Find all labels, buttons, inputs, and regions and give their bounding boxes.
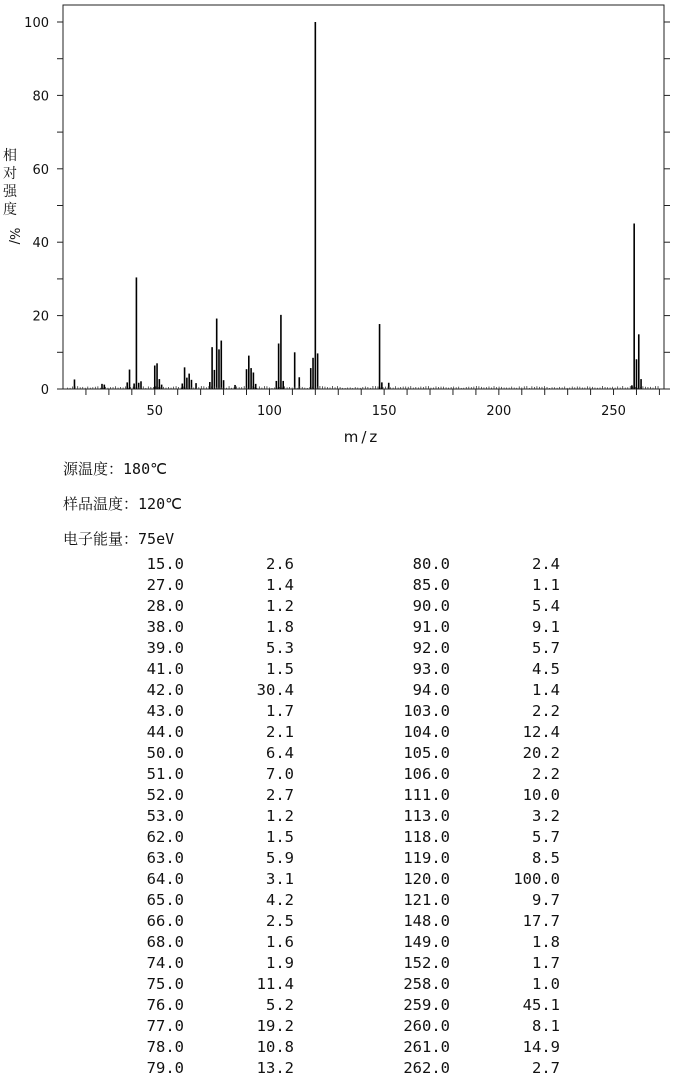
intensity-cell: 2.6	[266, 555, 294, 573]
table-row	[0, 660, 680, 681]
table-row	[0, 765, 680, 786]
mz-cell: 76.0	[146, 996, 184, 1014]
intensity-cell: 7.0	[266, 765, 294, 783]
intensity-cell: 12.4	[522, 723, 560, 741]
y-axis-label-char: 对	[3, 166, 17, 182]
x-tick-label: 200	[486, 404, 512, 419]
mz-cell: 79.0	[146, 1059, 184, 1077]
baseline-noise	[68, 386, 658, 389]
intensity-cell: 17.7	[522, 912, 560, 930]
mz-cell: 63.0	[146, 849, 184, 867]
intensity-cell: 2.7	[266, 786, 294, 804]
y-axis-label	[3, 147, 18, 218]
y-axis-ticks	[24, 16, 670, 398]
mz-cell: 119.0	[403, 849, 450, 867]
intensity-cell: 9.7	[532, 891, 560, 909]
table-row	[0, 597, 680, 618]
sample-temperature	[63, 495, 182, 513]
mz-cell: 64.0	[146, 870, 184, 888]
intensity-cell: 5.2	[266, 996, 294, 1014]
intensity-cell: 1.5	[266, 828, 294, 846]
intensity-cell: 3.1	[266, 870, 294, 888]
mz-cell: 103.0	[403, 702, 450, 720]
intensity-cell: 2.1	[266, 723, 294, 741]
peak-bars	[74, 22, 641, 389]
mz-cell: 50.0	[146, 744, 184, 762]
mz-cell: 66.0	[146, 912, 184, 930]
x-axis-label: m/z	[343, 428, 381, 446]
mz-cell: 111.0	[403, 786, 450, 804]
intensity-cell: 1.2	[266, 807, 294, 825]
mz-cell: 259.0	[403, 996, 450, 1014]
y-axis-label-char: 强	[3, 184, 17, 200]
table-row	[0, 702, 680, 723]
mz-cell: 77.0	[146, 1017, 184, 1035]
electron-energy	[63, 530, 174, 548]
x-axis-ticks	[86, 389, 659, 419]
mz-cell: 51.0	[146, 765, 184, 783]
intensity-cell: 9.1	[532, 618, 560, 636]
intensity-cell: 1.8	[266, 618, 294, 636]
intensity-cell: 11.4	[256, 975, 294, 993]
x-tick-label: 250	[601, 404, 626, 419]
intensity-cell: 4.5	[532, 660, 560, 678]
mz-cell: 93.0	[412, 660, 450, 678]
intensity-cell: 5.7	[532, 828, 560, 846]
mz-cell: 148.0	[403, 912, 450, 930]
electron-energy-value: 75eV	[138, 530, 175, 548]
y-axis-label-char: 相	[3, 148, 17, 164]
mz-cell: 85.0	[412, 576, 450, 594]
intensity-cell: 8.5	[532, 849, 560, 867]
table-row	[0, 828, 680, 849]
table-row	[0, 933, 680, 954]
mz-cell: 38.0	[146, 618, 184, 636]
source-temperature-value: 180℃	[123, 460, 167, 478]
mz-cell: 92.0	[412, 639, 450, 657]
table-row	[0, 849, 680, 870]
mz-cell: 105.0	[403, 744, 450, 762]
mz-cell: 260.0	[403, 1017, 450, 1035]
intensity-cell: 4.2	[266, 891, 294, 909]
mz-cell: 261.0	[403, 1038, 450, 1056]
intensity-cell: 5.7	[532, 639, 560, 657]
mz-cell: 149.0	[403, 933, 450, 951]
plot-frame	[63, 5, 664, 389]
mz-cell: 44.0	[146, 723, 184, 741]
y-tick-label: 80	[32, 89, 49, 105]
intensity-cell: 1.1	[532, 576, 560, 594]
intensity-cell: 2.5	[266, 912, 294, 930]
intensity-cell: 20.2	[522, 744, 560, 762]
mz-cell: 91.0	[412, 618, 450, 636]
intensity-cell: 1.6	[266, 933, 294, 951]
mz-cell: 113.0	[403, 807, 450, 825]
mz-cell: 258.0	[403, 975, 450, 993]
mz-cell: 53.0	[146, 807, 184, 825]
mz-cell: 121.0	[403, 891, 450, 909]
x-tick-label: 50	[146, 404, 164, 419]
mz-cell: 68.0	[146, 933, 184, 951]
intensity-cell: 8.1	[532, 1017, 560, 1035]
intensity-cell: 1.7	[266, 702, 294, 720]
intensity-cell: 5.4	[532, 597, 560, 615]
table-row	[0, 618, 680, 639]
table-row	[0, 996, 680, 1017]
mz-cell: 106.0	[403, 765, 450, 783]
mz-cell: 118.0	[403, 828, 450, 846]
table-row	[0, 723, 680, 744]
intensity-cell: 13.2	[256, 1059, 294, 1077]
y-tick-label: 40	[32, 236, 49, 252]
mz-cell: 74.0	[146, 954, 184, 972]
mz-cell: 43.0	[146, 702, 184, 720]
table-row	[0, 555, 680, 576]
electron-energy-label: 电子能量：	[63, 530, 139, 548]
mass-spectrum-chart	[0, 0, 680, 455]
mz-cell: 65.0	[146, 891, 184, 909]
y-tick-label: 100	[24, 16, 49, 31]
mz-cell: 78.0	[146, 1038, 184, 1056]
intensity-cell: 5.3	[266, 639, 294, 657]
table-row	[0, 1038, 680, 1059]
sample-temperature-value: 120℃	[138, 495, 182, 513]
table-row	[0, 681, 680, 702]
mz-cell: 28.0	[146, 597, 184, 615]
intensity-cell: 10.8	[256, 1038, 294, 1056]
table-row	[0, 891, 680, 912]
mz-cell: 15.0	[146, 555, 184, 573]
table-row	[0, 1017, 680, 1038]
mz-cell: 39.0	[146, 639, 184, 657]
intensity-cell: 5.9	[266, 849, 294, 867]
intensity-cell: 19.2	[256, 1017, 294, 1035]
intensity-cell: 2.2	[532, 765, 560, 783]
intensity-cell: 2.4	[532, 555, 560, 573]
intensity-cell: 2.2	[532, 702, 560, 720]
sample-temperature-label: 样品温度：	[63, 495, 139, 513]
intensity-cell: 1.8	[532, 933, 560, 951]
intensity-cell: 1.4	[532, 681, 560, 699]
mz-cell: 75.0	[146, 975, 184, 993]
mz-cell: 94.0	[412, 681, 450, 699]
table-row	[0, 807, 680, 828]
intensity-cell: 45.1	[522, 996, 560, 1014]
mz-cell: 152.0	[403, 954, 450, 972]
y-axis-label-unit: %/	[6, 227, 21, 245]
mz-cell: 262.0	[403, 1059, 450, 1077]
intensity-cell: 30.4	[256, 681, 294, 699]
intensity-cell: 1.2	[266, 597, 294, 615]
mz-cell: 41.0	[146, 660, 184, 678]
intensity-cell: 2.7	[532, 1059, 560, 1077]
table-row	[0, 786, 680, 807]
intensity-cell: 1.0	[532, 975, 560, 993]
y-tick-label: 0	[40, 383, 49, 398]
mz-cell: 80.0	[412, 555, 450, 573]
x-tick-label: 100	[257, 404, 282, 419]
table-row	[0, 576, 680, 597]
table-row	[0, 639, 680, 660]
intensity-cell: 1.5	[266, 660, 294, 678]
y-tick-label: 60	[32, 162, 49, 178]
table-row	[0, 870, 680, 891]
mz-cell: 62.0	[146, 828, 184, 846]
mz-cell: 27.0	[146, 576, 184, 594]
source-temperature	[63, 460, 167, 478]
intensity-cell: 3.2	[532, 807, 560, 825]
source-temperature-label: 源温度：	[63, 460, 124, 478]
mz-cell: 42.0	[146, 681, 184, 699]
table-row	[0, 975, 680, 996]
x-tick-label: 150	[371, 404, 397, 419]
intensity-cell: 6.4	[266, 744, 294, 762]
intensity-cell: 100.0	[513, 870, 560, 888]
table-row	[0, 912, 680, 933]
table-row	[0, 744, 680, 765]
intensity-cell: 1.7	[532, 954, 560, 972]
table-row	[0, 954, 680, 975]
y-axis-label-char: 度	[3, 202, 17, 218]
intensity-cell: 1.4	[266, 576, 294, 594]
intensity-cell: 10.0	[522, 786, 560, 804]
mz-cell: 104.0	[403, 723, 450, 741]
intensity-cell: 14.9	[522, 1038, 560, 1056]
intensity-cell: 1.9	[266, 954, 294, 972]
y-tick-label: 20	[32, 309, 49, 325]
mz-cell: 90.0	[412, 597, 450, 615]
mz-cell: 120.0	[403, 870, 450, 888]
mz-cell: 52.0	[146, 786, 184, 804]
